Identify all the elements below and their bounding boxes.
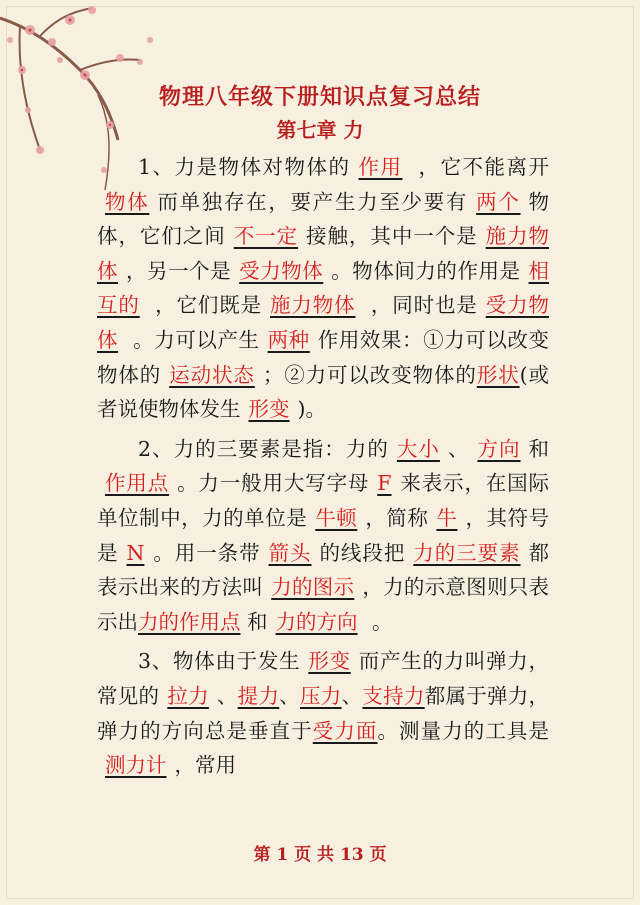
text: 都属于弹力，弹力的方向总是垂直于: [97, 683, 550, 743]
answer-blank: 提力: [237, 683, 280, 708]
text: 。测量力的工具是: [377, 718, 550, 743]
answer-blank: 两个: [476, 189, 521, 214]
text: 作用效果：①力可以改变物体的: [97, 327, 549, 387]
answer-blank: 相互的: [97, 258, 550, 318]
answer-blank: 方向: [477, 436, 521, 461]
document-body: [97, 150, 549, 788]
footer-text: 第: [253, 845, 271, 865]
footer-text: 页: [369, 845, 387, 865]
answer-blank: 力的方向: [275, 609, 358, 634]
answer-blank: 牛: [436, 505, 458, 530]
text: 3、物体由于发生: [138, 649, 301, 674]
answer-blank: 拉力: [167, 683, 209, 708]
answer-blank: 物体: [105, 189, 150, 214]
text: 。物体间力的作用是: [331, 258, 521, 283]
answer-blank: 箭头: [268, 540, 312, 565]
answer-blank: 形变: [248, 397, 290, 422]
text: ，另一个是: [126, 258, 232, 283]
answer-blank: 受力物体: [239, 258, 324, 283]
text: 和: [240, 609, 268, 634]
document-title: 物理八年级下册知识点复习总结: [158, 84, 481, 110]
text: (或者说使物体发生: [97, 362, 550, 422]
answer-blank: 施力物体: [270, 293, 356, 318]
text: 的线段把: [319, 540, 406, 565]
answer-blank: 受力物体: [97, 293, 549, 352]
answer-blank: N: [126, 540, 145, 565]
current-page: 1: [276, 845, 289, 865]
text: 和: [528, 436, 550, 461]
answer-blank: 力的图示: [271, 575, 355, 600]
answer-blank: 作用点: [105, 471, 170, 496]
answer-blank: 压力: [300, 683, 342, 708]
answer-blank: 力的三要素: [413, 540, 521, 565]
text: 2、力的三要素是指：力的: [138, 436, 389, 461]
answer-blank: 支持力: [362, 683, 425, 708]
total-pages: 13: [339, 845, 364, 865]
page-number-footer: [0, 840, 640, 865]
text: 而产生的力叫弹力，常见的: [97, 649, 550, 708]
answer-blank: 运动状态: [169, 362, 255, 387]
answer-blank: 力的作用点: [138, 609, 241, 634]
text: 。: [365, 609, 393, 634]
answer-blank: 作用: [358, 155, 403, 179]
answer-blank: 形状: [476, 362, 520, 387]
answer-blank: 施力物体: [97, 224, 550, 283]
text: 来表示，在国际单位制中，力的单位是: [97, 471, 550, 530]
paragraph-1: [97, 150, 549, 427]
text: 。力可以产生: [126, 327, 260, 352]
answer-blank: 形变: [308, 649, 351, 674]
text: 1、力是物体对物体的: [138, 155, 351, 179]
text: ，简称: [365, 505, 429, 530]
text: 都表示出来的方法叫: [97, 540, 550, 600]
text: ，同时也是: [363, 293, 478, 318]
text: 、: [216, 683, 238, 708]
answer-blank: 受力面: [312, 718, 378, 743]
text: 、: [279, 683, 301, 708]
answer-blank: 两种: [267, 327, 310, 352]
text: 接触，其中一个是: [306, 224, 478, 249]
text: 。用一条带: [152, 540, 261, 565]
answer-blank: 大小: [396, 436, 440, 461]
text: )。: [297, 397, 326, 422]
footer-text: 页 共: [294, 845, 335, 865]
text: ，其符号是: [97, 505, 550, 565]
text: 、: [447, 436, 470, 461]
text: 。力一般用大写字母: [177, 471, 370, 496]
paragraph-2: [97, 432, 549, 640]
text: 物体，它们之间: [97, 189, 550, 249]
text: 而单独存在，要产生力至少要有: [157, 189, 469, 214]
text: ，力的示意图则只表示出: [97, 575, 550, 634]
answer-blank: F: [377, 471, 392, 496]
answer-blank: 不一定: [233, 224, 299, 249]
answer-blank: 牛顿: [315, 505, 358, 530]
answer-blank: 测力计: [105, 753, 167, 778]
paragraph-3: [97, 644, 549, 782]
text: ；②力可以改变物体的: [262, 362, 477, 387]
chapter-heading: 第七章 力: [276, 118, 364, 142]
text: ，常用: [174, 753, 236, 778]
text: ，它们既是: [147, 293, 262, 318]
text: ，它不能离开: [410, 155, 549, 179]
text: 、: [341, 683, 363, 708]
